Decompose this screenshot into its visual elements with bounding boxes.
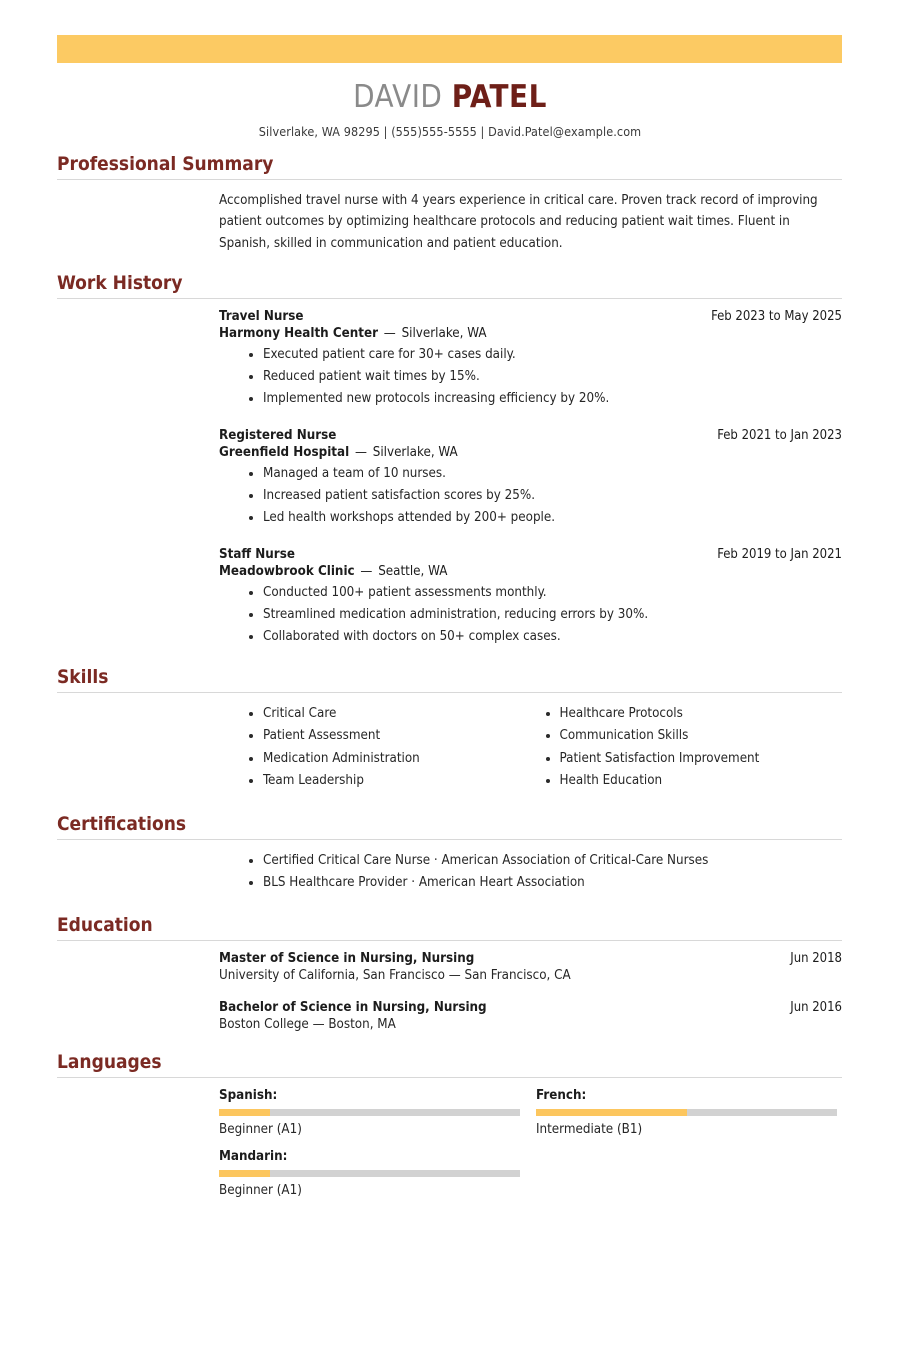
- resume-header: [0, 0, 900, 139]
- job-separator: —: [356, 564, 377, 580]
- job-location: Seattle, WA: [378, 564, 448, 580]
- job-bullet: Led health workshops attended by 200+ people.: [249, 507, 842, 529]
- language-proficiency-bar: [219, 1109, 520, 1116]
- language-level-label: Beginner (A1): [219, 1121, 302, 1137]
- section-divider: [57, 692, 842, 693]
- job-bullet: Executed patient care for 30+ cases daily.: [249, 344, 842, 366]
- certification-item: BLS Healthcare Provider · American Heart Association: [249, 872, 842, 894]
- section-title-skills: Skills: [57, 666, 109, 689]
- education-date: Jun 2018: [790, 951, 842, 967]
- work-history-list: [57, 309, 842, 647]
- section-languages: [0, 1051, 900, 1198]
- certification-item: Certified Critical Care Nurse · American Association of Critical-Care Nurses: [249, 850, 842, 872]
- job-bullet: Implemented new protocols increasing efficiency by 20%.: [249, 388, 842, 410]
- section-divider: [57, 839, 842, 840]
- education-entry: [219, 1000, 842, 1032]
- job-date-range: Feb 2019 to Jan 2021: [717, 547, 842, 563]
- job-header-row: [219, 309, 842, 324]
- work-history-entry: [219, 428, 842, 528]
- job-title: Staff Nurse: [219, 547, 295, 563]
- section-divider: [57, 940, 842, 941]
- education-header-row: [219, 951, 842, 966]
- skill-item: Healthcare Protocols: [546, 703, 843, 725]
- job-date-range: Feb 2021 to Jan 2023: [717, 428, 842, 444]
- skill-item: Medication Administration: [249, 748, 546, 770]
- job-location: Silverlake, WA: [372, 445, 458, 461]
- skill-item: Critical Care: [249, 703, 546, 725]
- skill-item: Communication Skills: [546, 725, 843, 747]
- job-company-line: [219, 445, 842, 460]
- language-proficiency-fill: [219, 1109, 270, 1116]
- language-proficiency-fill: [536, 1109, 687, 1116]
- job-company-line: [219, 326, 842, 341]
- work-history-entry: [219, 547, 842, 647]
- language-level-label: Beginner (A1): [219, 1182, 302, 1198]
- education-entry: [219, 951, 842, 983]
- work-history-entry: [219, 309, 842, 409]
- section-work-history: [0, 272, 900, 647]
- language-name: Mandarin:: [219, 1148, 288, 1164]
- candidate-last-name: PATEL: [451, 79, 547, 115]
- job-company-name: Meadowbrook Clinic: [219, 564, 355, 580]
- job-location: Silverlake, WA: [401, 326, 487, 342]
- section-title-education: Education: [57, 914, 153, 937]
- candidate-name: [0, 80, 900, 114]
- header-accent-bar: [57, 35, 842, 63]
- job-bullet: Increased patient satisfaction scores by 25%.: [249, 485, 842, 507]
- job-header-row: [219, 547, 842, 562]
- section-divider: [57, 298, 842, 299]
- skills-grid: [219, 703, 842, 793]
- education-list: [57, 951, 842, 1032]
- language-proficiency-fill: [219, 1170, 270, 1177]
- job-title: Registered Nurse: [219, 428, 337, 444]
- education-degree: Bachelor of Science in Nursing, Nursing: [219, 1000, 487, 1016]
- skill-item: Patient Assessment: [249, 725, 546, 747]
- language-name: French:: [536, 1087, 587, 1103]
- summary-text: Accomplished travel nurse with 4 years experience in critical care. Proven track record of improving patient outcomes by optimizing healthcare protocols and reducing patient wait times. Fluent in Spanish, skilled in communication and patient education.: [219, 192, 818, 251]
- skills-column-right: [546, 703, 843, 793]
- education-school: University of California, San Francisco — San Francisco, CA: [219, 968, 571, 984]
- language-proficiency-bar: [219, 1170, 520, 1177]
- education-school: Boston College — Boston, MA: [219, 1017, 396, 1033]
- job-separator: —: [351, 445, 371, 461]
- language-item: [219, 1149, 520, 1198]
- skill-item: Health Education: [546, 770, 843, 792]
- section-skills: [0, 666, 900, 793]
- job-bullet-list: [219, 463, 842, 528]
- section-title-certifications: Certifications: [57, 812, 187, 835]
- section-education: [0, 914, 900, 1032]
- certifications-list: [219, 850, 842, 895]
- job-separator: —: [380, 326, 400, 342]
- job-bullet: Reduced patient wait times by 15%.: [249, 366, 842, 388]
- language-proficiency-bar: [536, 1109, 837, 1116]
- contact-line: Silverlake, WA 98295 | (555)555-5555 | David.Patel@example.com: [258, 124, 642, 140]
- language-item: [219, 1088, 520, 1137]
- job-bullet: Streamlined medication administration, reducing errors by 30%.: [249, 604, 842, 626]
- skill-item: Team Leadership: [249, 770, 546, 792]
- skills-column-left: [249, 703, 546, 793]
- section-professional-summary: [0, 153, 900, 254]
- job-bullet: Collaborated with doctors on 50+ complex cases.: [249, 626, 842, 648]
- job-company-name: Harmony Health Center: [219, 326, 378, 342]
- education-date: Jun 2016: [790, 1000, 842, 1016]
- language-item: [536, 1088, 837, 1137]
- language-name: Spanish:: [219, 1087, 278, 1103]
- job-bullet: Conducted 100+ patient assessments monthly.: [249, 582, 842, 604]
- section-certifications: [0, 813, 900, 894]
- section-divider: [57, 1077, 842, 1078]
- section-title-work-history: Work History: [57, 272, 183, 295]
- language-level-label: Intermediate (B1): [536, 1121, 643, 1137]
- section-title-languages: Languages: [57, 1051, 162, 1074]
- job-bullet-list: [219, 582, 842, 647]
- job-company-line: [219, 564, 842, 579]
- skills-list: [249, 703, 546, 793]
- skill-item: Patient Satisfaction Improvement: [546, 748, 843, 770]
- education-degree: Master of Science in Nursing, Nursing: [219, 951, 475, 967]
- section-divider: [57, 179, 842, 180]
- candidate-first-name: DAVID: [353, 79, 443, 115]
- job-header-row: [219, 428, 842, 443]
- job-date-range: Feb 2023 to May 2025: [711, 309, 842, 325]
- job-title: Travel Nurse: [219, 309, 304, 325]
- job-bullet-list: [219, 344, 842, 409]
- languages-grid: [219, 1088, 842, 1198]
- job-company-name: Greenfield Hospital: [219, 445, 350, 461]
- job-bullet: Managed a team of 10 nurses.: [249, 463, 842, 485]
- education-header-row: [219, 1000, 842, 1015]
- skills-list: [546, 703, 843, 793]
- section-title-summary: Professional Summary: [57, 153, 274, 176]
